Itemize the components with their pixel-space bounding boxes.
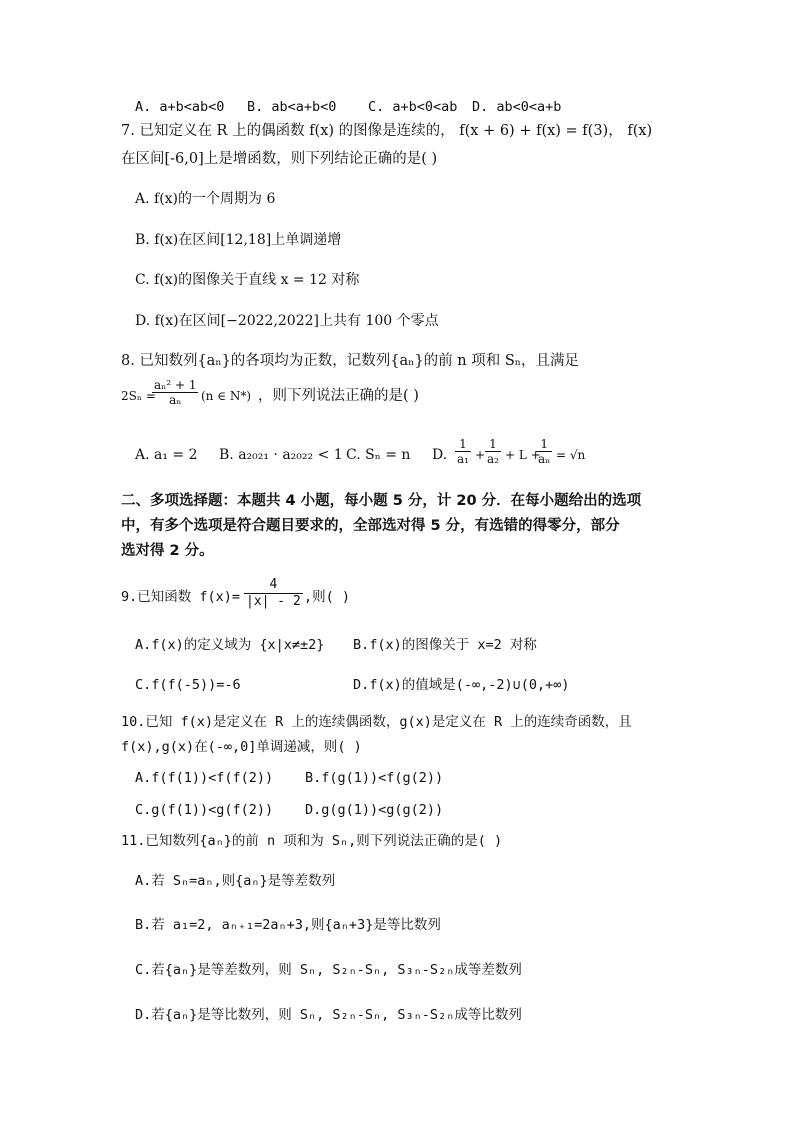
- q11-option-b: B.若 a₁=2, aₙ₊₁=2aₙ+3,则{aₙ+3}是等比数列: [135, 917, 441, 933]
- q8-option-b: B. a₂₀₂₁ · a₂₀₂₂ < 1: [219, 447, 343, 463]
- q7-option-a: A. f(x)的一个周期为 6: [135, 191, 276, 207]
- section2-heading-line1: 二、多项选择题：本题共 4 小题，每小题 5 分，计 20 分．在每小题给出的选项: [121, 493, 642, 509]
- q10-option-b: B.f(g(1))<f(g(2)): [305, 770, 444, 786]
- q8-fraction-denominator: aₙ: [152, 392, 198, 407]
- q8-stem-tail: ，则下列说法正确的是( ): [258, 388, 419, 404]
- q6-option-c: C. a+b<0<ab: [368, 99, 458, 115]
- q8-option-d-tail: = √n: [556, 448, 586, 462]
- q8-option-d-prefix: D.: [432, 447, 448, 463]
- q8-formula-condition: (n ∈ N*): [201, 389, 252, 403]
- q8-fraction-numerator: aₙ² + 1: [154, 378, 197, 392]
- q9-stem-tail: ,则( ): [304, 589, 351, 605]
- q6-option-a: A. a+b<ab<0: [135, 99, 225, 115]
- q8-option-d-fraction-2-denominator: a₂: [487, 452, 499, 466]
- q8-option-a: A. a₁ = 2: [135, 447, 198, 463]
- q8-formula-fraction: [152, 378, 198, 407]
- q7-stem-line1: 7. 已知定义在 R 上的偶函数 f(x) 的图像是连续的， f(x + 6) + f(x) = f(3)， f(x): [121, 123, 653, 139]
- q8-formula-lhs: 2Sₙ =: [121, 389, 156, 403]
- q9-fraction: [244, 577, 303, 610]
- q9-option-a: A.f(x)的定义域为 {x|x≠±2}: [135, 637, 325, 653]
- q11-option-c: C.若{aₙ}是等差数列，则 Sₙ, S₂ₙ-Sₙ, S₃ₙ-S₂ₙ成等差数列: [135, 962, 522, 978]
- q8-option-d-fraction-1-denominator: a₁: [457, 452, 469, 466]
- q6-option-d: D. ab<0<a+b: [472, 99, 562, 115]
- q8-option-d-fraction-2-numerator: 1: [489, 437, 497, 451]
- q8-option-c: C. Sₙ = n: [346, 447, 411, 463]
- q11-option-d: D.若{aₙ}是等比数列，则 Sₙ, S₂ₙ-Sₙ, S₃ₙ-S₂ₙ成等比数列: [135, 1007, 522, 1023]
- q7-option-b: B. f(x)在区间[12,18]上单调递增: [135, 232, 342, 248]
- q10-option-a: A.f(f(1))<f(f(2)): [135, 770, 274, 786]
- q9-option-c: C.f(f(-5))=-6: [135, 677, 241, 693]
- q7-stem-line2: 在区间[-6,0]上是增函数，则下列结论正确的是( ): [121, 151, 438, 167]
- q9-fraction-numerator: 4: [269, 577, 278, 592]
- q9-option-b: B.f(x)的图像关于 x=2 对称: [353, 637, 537, 653]
- q7-option-d: D. f(x)在区间[−2022,2022]上共有 100 个零点: [135, 313, 439, 329]
- q8-option-d-fraction-3-numerator: 1: [540, 437, 548, 451]
- q8-stem-line1: 8. 已知数列{aₙ}的各项均为正数，记数列{aₙ}的前 n 项和 Sₙ，且满足: [121, 353, 580, 369]
- q9-option-d: D.f(x)的值域是(-∞,-2)∪(0,+∞): [353, 677, 570, 693]
- q6-option-b: B. ab<a+b<0: [247, 99, 337, 115]
- q10-stem-line2: f(x),g(x)在(-∞,0]单调递减，则( ): [121, 739, 362, 755]
- q10-stem-line1: 10.已知 f(x)是定义在 R 上的连续偶函数，g(x)是定义在 R 上的连续奇函数，且: [121, 714, 632, 730]
- q11-stem: 11.已知数列{aₙ}的前 n 项和为 Sₙ,则下列说法正确的是( ): [121, 833, 503, 849]
- q7-option-c: C. f(x)的图像关于直线 x = 12 对称: [135, 272, 360, 288]
- q8-option-d-fraction-2: [485, 437, 501, 466]
- q8-option-d-mid: + L +: [505, 448, 541, 462]
- q8-option-d-fraction-1-numerator: 1: [459, 437, 467, 451]
- q8-option-d-plus: +: [475, 448, 486, 462]
- section2-heading-line2: 中，有多个选项是符合题目要求的，全部选对得 5 分，有选错的得零分，部分: [121, 518, 620, 534]
- q8-option-d-fraction-3-denominator: aₙ: [538, 452, 551, 466]
- q9-fraction-denominator: |x| - 2: [246, 594, 301, 609]
- q10-option-c: C.g(f(1))<g(f(2)): [135, 802, 274, 818]
- q10-option-d: D.g(g(1))<g(g(2)): [305, 802, 444, 818]
- q8-option-d-fraction-3: [536, 437, 552, 466]
- q11-option-a: A.若 Sₙ=aₙ,则{aₙ}是等差数列: [135, 873, 336, 889]
- q9-stem-prefix: 9.已知函数 f(x)=: [121, 589, 241, 605]
- q8-option-d-fraction-1: [455, 437, 471, 466]
- section2-heading-line3: 选对得 2 分。: [121, 543, 214, 559]
